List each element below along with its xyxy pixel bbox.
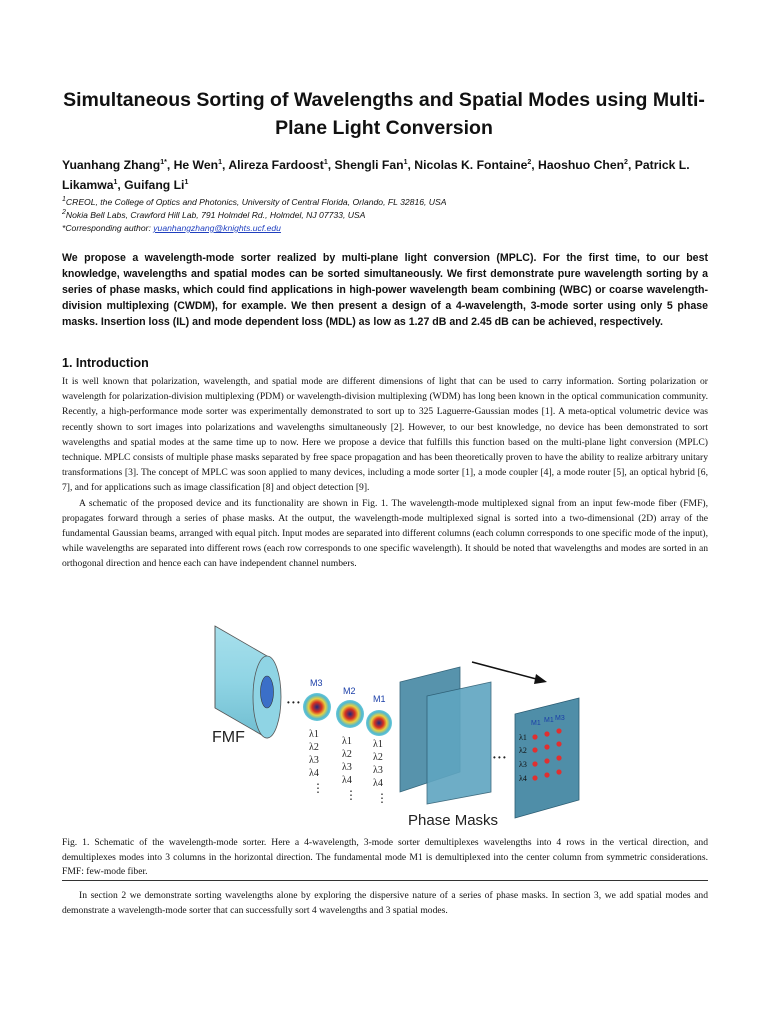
wavelength-label: λ1: [373, 739, 383, 750]
paragraph: It is well known that polarization, wavelength, and spatial mode are different dimensions of light that can be used to carry information. Sorting polarization or wavelength for polarization-division multiplexing (PDM) or wavelength-division multiplexing (WDM) has long been known in the optical communication community. Recently, a high-performance mode sorter was experimentally demonstrated to sort up to 325 Laguerre-Gaussian modes [1]. A meta-optical volumetric device was recently shown to sort images into polarizations and wavelengths simultaneously [2]. However, to our best knowledge, no device has been demonstrated to sort wavelengths and spatial modes at the same time up to now. Here we propose a device that fulfills this function based on the multi-plane light conversion (MPLC) technique. MPLC consists of multiple phase masks separated by free space propagation and has been theoretically proven to have the ability to realize arbitrary unitary transformations [3]. The concept of MPLC was soon applied to many devices, including a mode sorter [1], a mode coupler [4], a mode router [5], an optical hybrid [6, 7], and for applications such as image classification [8] and object detection [9].: [62, 376, 708, 494]
affiliation-1: $^1$CREOL, the College of Optics and Photonics, University of Central Florida, Orlando, FL 32816, USA: [62, 196, 447, 207]
wavelength-label: λ4: [373, 778, 383, 789]
phase-masks-label: Phase Masks: [408, 812, 499, 829]
wavelength-label: λ2: [342, 749, 352, 760]
fiber-icon: [215, 626, 281, 738]
paragraph: In section 2 we demonstrate sorting wavelengths alone by exploring the dispersive nature of a series of phase masks. In section 3, we add spatial modes and demonstrate a wavelength-mode sorter that can successfully sort 4 wavelengths and 3 spatial modes.: [62, 890, 708, 917]
output-wavelength-label: λ4: [519, 774, 527, 783]
mode-profile-icon: [336, 700, 364, 728]
author: Alireza Fardoost$^1$: [228, 158, 328, 172]
output-wavelength-label: λ3: [519, 760, 527, 769]
schematic-figure: [195, 622, 595, 832]
vertical-dots: ⋮: [376, 791, 388, 805]
paper-title: Simultaneous Sorting of Wavelengths and Spatial Modes using Multi-Plane Light Conversion: [63, 89, 705, 139]
output-mode-label: M1: [531, 720, 541, 727]
wavelength-label: λ4: [342, 775, 352, 786]
output-mode-label: M1: [544, 717, 554, 724]
corresponding-author: *Corresponding author: yuanhangzhang@knights.ucf.edu: [62, 223, 281, 233]
wavelength-label: λ2: [309, 742, 319, 753]
mode-label: M3: [310, 678, 323, 688]
paragraph: A schematic of the proposed device and its functionality are shown in Fig. 1. The wavelength-mode multiplexed signal from an input few-mode fiber (FMF), propagates forward through a series of phase masks. At the output, the wavelength-mode multiplexed signal is sorted into a two-dimensional (2D) array of the fundamental Gaussian beams, arranged with equal pitch. Input modes are separated into different columns (each column corresponds to one specific mode of the input), while wavelengths are separated into different rows (each row corresponds to one specific wavelength). It should be noted that wavelengths and modes are sorted in an orthogonal direction and hence each can have independent channel numbers.: [62, 497, 708, 570]
abstract: We propose a wavelength-mode sorter realized by multi-plane light conversion (MPLC). For the first time, to our best knowledge, wavelengths and spatial modes can be sorted simultaneously. We first demonstrate pure wavelength sorting by a series of phase masks, which could find applications in high-power wavelength beam combining (WBC) or coarse wavelength-division multiplexing (CWDM), for example. We then present a design of a 4-wavelength, 3-mode sorter using only 5 phase masks. Insertion loss (IL) and mode dependent loss (MDL) as low as 1.27 dB and 2.45 dB can be achieved, respectively.: [62, 252, 708, 328]
fmf-label: FMF: [212, 729, 245, 746]
figure-caption: Fig. 1. Schematic of the wavelength-mode sorter. Here a 4-wavelength, 3-mode sorter demultiplexes wavelengths into 4 rows in the vertical direction, and demultiplexes modes into 3 columns in the horizontal direction. The fundamental mode M1 is demultiplexed into the center column from symmetric considerations. FMF: few-mode fiber.: [62, 837, 708, 877]
output-mode-label: M3: [555, 715, 565, 722]
author: Guifang Li$^1$: [124, 178, 189, 192]
output-wavelength-label: λ2: [519, 746, 527, 755]
closing-text: [62, 888, 708, 918]
author: Yuanhang Zhang$^{1*}$: [62, 158, 167, 172]
mode-label: M2: [343, 686, 356, 696]
author: He Wen$^1$: [173, 158, 222, 172]
email-link[interactable]: yuanhangzhang@knights.ucf.edu: [153, 223, 281, 233]
wavelength-columns: [309, 729, 388, 805]
mode-profile-icon: [366, 710, 392, 736]
wavelength-label: λ1: [342, 736, 352, 747]
ellipsis: • • •: [493, 753, 506, 762]
author: Nicolas K. Fontaine$^2$: [414, 158, 532, 172]
mode-profile-icon: [303, 693, 331, 721]
wavelength-label: λ3: [309, 755, 319, 766]
wavelength-label: λ3: [373, 765, 383, 776]
wavelength-label: λ1: [309, 729, 319, 740]
output-plane: [515, 698, 579, 818]
vertical-dots: ⋮: [345, 788, 357, 802]
vertical-dots: ⋮: [312, 781, 324, 795]
wavelength-label: λ2: [373, 752, 383, 763]
divider: [62, 880, 708, 881]
propagation-arrow-icon: [472, 662, 547, 684]
affiliation-2: $^2$Nokia Bell Labs, Crawford Hill Lab, 791 Holmdel Rd., Holmdel, NJ 07733, USA: [62, 209, 366, 220]
wavelength-label: λ4: [309, 768, 319, 779]
output-wavelength-label: λ1: [519, 733, 527, 742]
author-list: Yuanhang Zhang$^{1*}$, He Wen$^1$, Alireza Fardoost$^1$, Shengli Fan$^1$, Nicolas K. Fontaine$^2$, Haoshuo Chen$^2$, Patrick L. Likamwa$^1$, Guifang Li$^1$: [62, 158, 690, 192]
ellipsis: • • •: [287, 698, 300, 707]
mode-profiles: [303, 678, 392, 736]
author: Shengli Fan$^1$: [334, 158, 408, 172]
intro-text: [62, 374, 708, 572]
author: Patrick L. Likamwa$^1$: [62, 158, 690, 192]
author: Haoshuo Chen$^2$: [538, 158, 628, 172]
section-heading: 1. Introduction: [62, 356, 149, 370]
phase-mask-icons: [400, 667, 491, 804]
wavelength-label: λ3: [342, 762, 352, 773]
mode-label: M1: [373, 694, 386, 704]
